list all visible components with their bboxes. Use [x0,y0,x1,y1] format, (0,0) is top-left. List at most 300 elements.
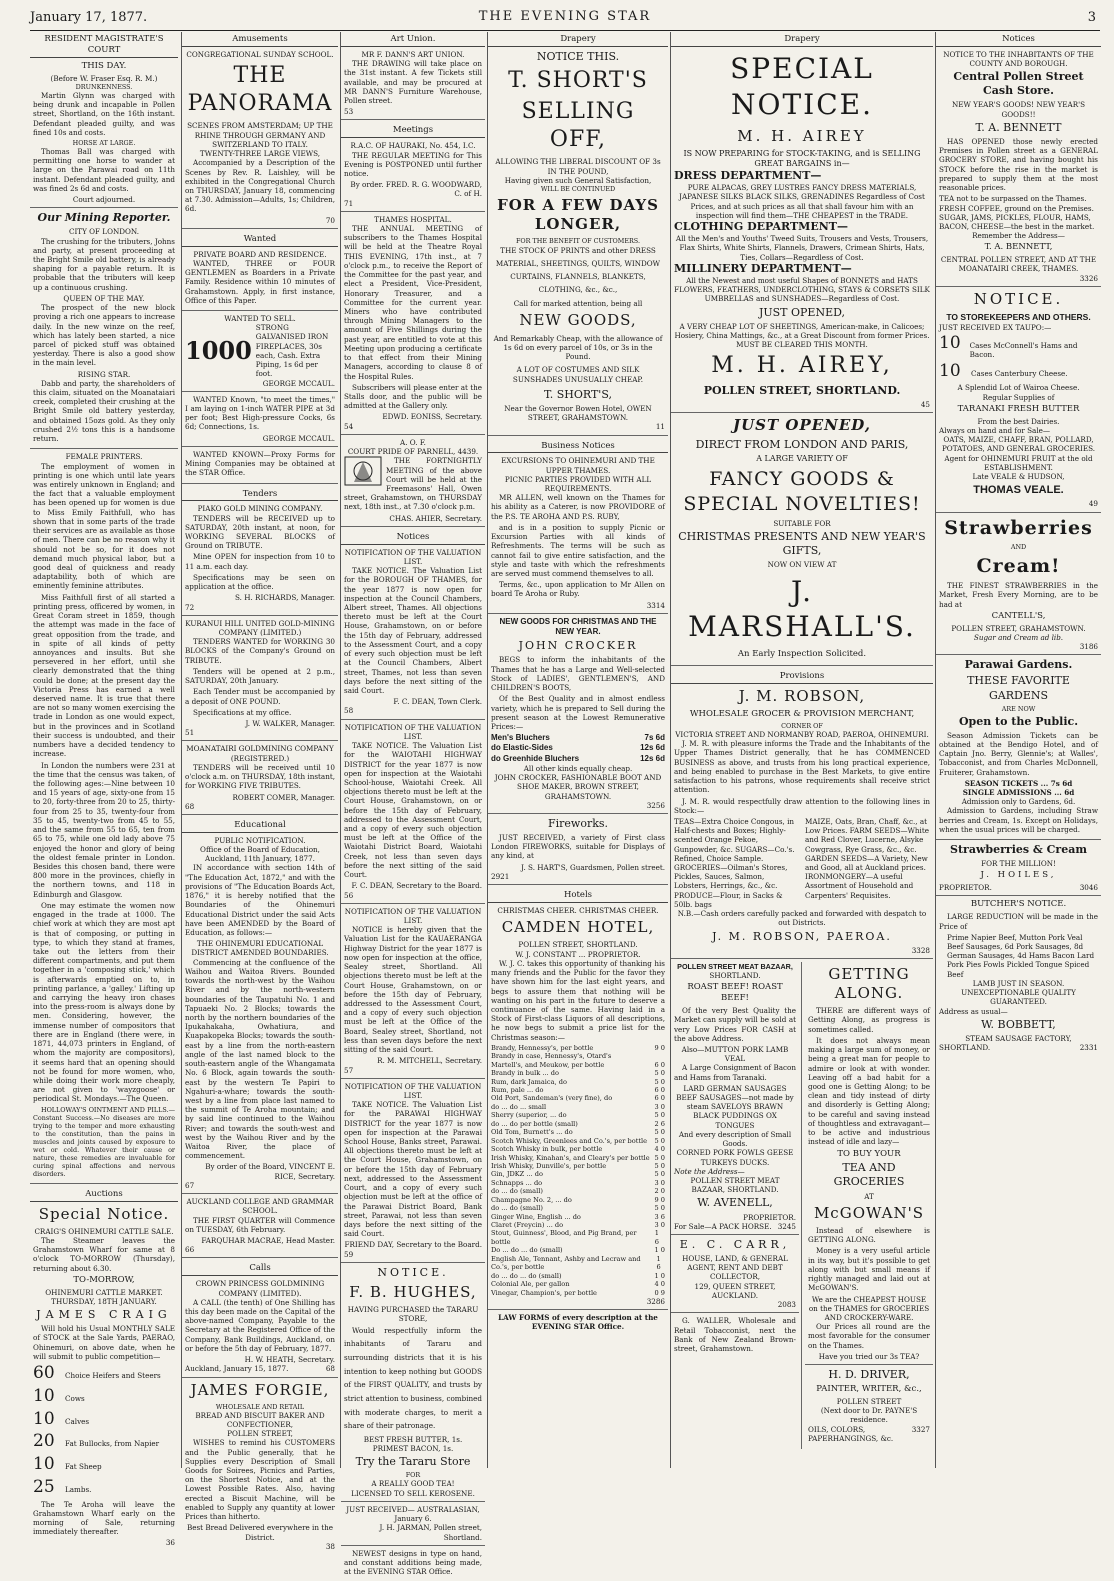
ad-line: TO-MORROW, [73,1274,135,1285]
ad-line: Regular Supplies of [982,392,1055,402]
ad-title: KURANUI HILL UNITED GOLD-MINING COMPANY (LIMITED.) [185,618,335,637]
ad-title: THAMES HOSPITAL. [374,214,452,224]
ad-title: NOTICE. [973,289,1064,308]
valuation-notice [341,548,485,720]
item-price: 9 0 [654,1043,665,1052]
ad-number: 3328 [911,945,930,955]
item-name: Do ... do ... do (small) [491,1246,563,1255]
ad-line: WILL BE CONTINUED [540,185,616,194]
ad-line: 129, QUEEN STREET, AUCKLAND. [694,1281,776,1300]
ad-signature: R. M. MITCHELL, Secretary. [377,1056,482,1066]
ad-line: W. J. CONSTANT ... PROPRIETOR. [515,949,641,959]
court-sub: DRUNKENNESS. [75,82,133,91]
mining-text: The crushing for the tributers, Johns and party, at present proceeding at the Bright Smile old battery, is already shaping for a payable return. It is probable that the tributers will keep up a continuous crushing. [33,236,175,292]
price-row [491,754,665,764]
ad-line: JOHN CROCKER, FASHIONABLE BOOT AND SHOE MAKER, BROWN STREET, GRAHAMSTOWN. [494,773,662,801]
ad-text: NOTICE is hereby given that the Valuation List for the KAUAERANGA Highway District for the year 1877 is now open for inspection at the office, Sealey street, Shortland. All objections thereto must be left at the Court House, Grahamstown, on or before the 15th day of February, addressed to the Assessment Court, and a copy of every such objection must be left at the Office of the Board, Sealey street, Shortland, not less than seven days before the next sitting of the said Court. [344,925,482,1055]
ad-line: AND [1010,542,1027,551]
ad-big-number: 1000 [185,335,252,365]
ad-text: THE STOCK OF PRINTS and other DRESS MATERIAL, SHEETINGS, QUILTS, WINDOW CURTAINS, FLANNELS, BLANKETS, CLOTHING, &c., &c., [495,246,661,295]
sale-lot [33,1363,175,1385]
rac-meeting [341,141,485,212]
sell-ad [182,314,338,392]
ad-line: FOR THE BENEFIT OF CUSTOMERS. [516,237,640,246]
ad-title: W. BOBBETT, [981,1017,1056,1031]
waller-ad [671,1316,799,1358]
ad-title: THE PANORAMA [187,63,333,117]
article-text: Miss Faithfull first of all started a printing press, officered by women, in Great Coram street in 1859, though the attempt was made in the face of great opposition from the trade, and in spite of all kinds of petty annoyances and insults. But she persevered in her effort, until she clearly demonstrated that the thing could be done; at the present day the Victoria Press has earned a well deserved name. It is true that there are not so many women exercising the trade in London as one would expect, but in the provinces and in Scotland their success is undoubted, and their numbers have a decided tendency to increase. [33,592,175,759]
ad-number: 38 [325,1541,335,1551]
bennett-ad [936,50,1101,287]
ad-text: LAW FORMS of every description at the EVENING STAR Office. [498,1313,658,1332]
ad-line: LAMB JUST IN SEASON. [972,978,1065,988]
ad-text: J. M. R. with pleasure informs the Trade and the Inhabitants of the Upper Thames District generally, that he has COMMENCED BUSINESS as above, and trusts from his long practical experience, and being enabled to purchase in the Best Markets, to give entire satisfaction to his patrons, whose requirements shall receive strict attention. [674,739,930,795]
ad-title: NOTIFICATION OF THE VALUATION LIST. [344,722,482,741]
ad-title: T. SHORT'S [508,67,648,93]
ad-signature: FARQUHAR MACRAE, Head Master. [201,1236,335,1245]
ad-text: W. J. C. takes this opportunity of thanking his many friends and the Public for the favor they have shown him for the last eight years, and begs to assure them that nothing will be wanting on his part in the future to deserve a continuance of the same. Having laid in a Stock of First-class Liquors of all descriptions, he now begs to submit a price list for the Christmas season:— [491,958,665,1042]
ad-number: 45 [920,399,930,409]
price-row [491,1255,665,1272]
ad-line: J. M. ROBSON, PAEROA. [712,929,892,943]
ad-line: From the best Dairies. [977,416,1060,426]
ad-line: CHRISTMAS PRESENTS AND NEW YEAR'S GIFTS, [678,530,926,558]
lot-count: 10 [33,1385,55,1406]
ad-line: AT [864,1191,874,1201]
ad-line: POLLEN STREET, GRAHAMSTOWN. [951,623,1086,633]
ad-text: Admission to Gardens, including Straw berries and Cream, 1s. Except on Holidays, when the usual prices will be charged. [939,806,1098,834]
item-price: 5 0 [654,1204,665,1213]
dann-art-union [341,50,485,121]
ad-line: CENTRAL POLLEN STREET, AND AT THE MOANATAIRI CREEK, THAMES. [940,255,1097,274]
ad-line: CORNER OF [781,721,823,730]
ad-line: NOTICE TO THE INHABITANTS OF THE COUNTY AND BOROUGH. [943,49,1094,69]
ad-line: PROPRIETOR. [743,1212,796,1222]
robson-ad [671,687,933,959]
item-name: Brandy in case, Hennessy's, Otard's [491,1052,612,1061]
ad-line: TO BUY YOUR [837,1148,901,1159]
ad-signature: J. W. WALKER, Manager. [245,718,335,728]
ad-signature: By order of the Board, VINCENT E. RICE, Secretary. [205,1162,335,1181]
ad-text: Commencing at the confluence of the Waihou and Waitoa Rivers. Bounded towards the north-west by the Waihou River and by the north-western boundaries of the Taupatuhi No. 1 and Tapuaeki No. 2 Blocks; towards the north by the northern boundaries of the Ipukahakaha, Owhatiura, and Kuapakopeka Blocks; towards the south-east by a line from the north-eastern angle of the last named block to the south-eastern angle of the Whangamata No. 6 Block, again towards the south-east by the western Te Papiri to Ngahuri-a-whare; towards the south-west by a line from place last named to the summit of Te Aroha mountain; and by said line continued to the Waihou River; and towards the south-west and west by the Waihou River and by the Waitoa River, the place of commencement. [185,957,335,1161]
ad-title: NOTIFICATION OF THE VALUATION LIST. [344,906,482,925]
ad-text: Subscribers will please enter at the Stalls door, and the public will be admitted at the Gallery only. [344,382,482,411]
fireworks-ad [488,817,668,885]
item-name: Rum, dark Jamaica, do [491,1077,567,1086]
section-header: Notices [341,530,485,545]
ad-line: Cases McConnell's Hams and Bacon. [969,341,1078,360]
department-title: MILLINERY DEPARTMENT— [674,261,852,275]
ad-number: 49 [1088,499,1098,509]
college-notice [182,1197,338,1258]
valuation-notice [341,1082,485,1263]
mining-title: Our Mining Reporter. [37,211,171,225]
hughes-ad [341,1266,485,1502]
ad-title: JOHN CROCKER [518,639,638,653]
court-title: THIS DAY. [81,60,127,71]
ad-text: G. WALLER, Wholesale and Retail Tobacconist, next the Bank of New Zealand Brown-street, Grahamstown. [674,1316,796,1353]
lot-count: 10 [33,1408,55,1429]
item-name: do ... do ... small [491,1102,547,1111]
ad-title: J. HOILES, [980,870,1057,881]
item-name: Gin, JDKZ ... do [491,1170,543,1179]
avenell-meat-ad [671,962,799,1235]
ad-line: Address as usual— [939,1006,1008,1016]
ad-title: FANCY GOODS & SPECIAL NOVELTIES! [683,468,921,515]
ad-line: WHOLESALE AND RETAIL [215,1402,305,1411]
ad-number: 57 [344,1065,354,1075]
ad-line: SINGLE ADMISSIONS ... 6d [962,787,1075,797]
ad-title: Central Pollen Street Cash Store. [953,70,1084,98]
ad-line: TEA not to be surpassed on the Thames. [939,194,1087,204]
ad-text: TAKE NOTICE. The Valuation List for the WAIOTAHI HIGHWAY DISTRICT for the year 1877 is now open for inspection at the Waiotahi School-house, Waiotahi Creek. All objections thereto must be left at the Court House, Grahamstown, on or before the 15th day of February, addressed to the Assessment Court, and a copy of every such objection must be left at the Office of the Waiotahi District Board, Waiotahi Creek, not less than seven days before the next sitting of the said Court. [344,741,482,880]
ad-signature: H. W. HEATH, Secretary. [244,1355,335,1365]
bobbett-ad [936,899,1101,1055]
jarman-ad [341,1505,485,1546]
item-price: 4 0 [654,1145,665,1154]
item-price: 3 0 [654,1221,665,1230]
ad-text: THE FIRST QUARTER will Commence on TUESDAY, 6th February. [185,1215,335,1234]
ad-title: MR F. DANN'S ART UNION. [361,49,465,59]
item-name: Claret (Freycin) ... do [491,1221,564,1230]
ad-title: JUST RECEIVED— AUSTRALASIAN, January 6. [346,1504,480,1524]
ad-text: TAKE NOTICE. The Valuation List for the BOROUGH OF THAMES, for the year 1877 is now open for inspection at the Council Chambers, Albert street, Thames. All objections thereto must be left at the Court House, Grahamstown, on or before the 15th day of February, addressed to the Assessment Court, and a copy of every such objection must be left at the Council Chambers, Albert street, Thames, not less than seven days before the next sitting of the said Court. [344,566,482,695]
ad-title: Parawai Gardens. [964,658,1073,672]
ad-text: TENDERS will be RECEIVED up to SATURDAY, 20th instant, at noon, for WORKING SEVERAL BLOCKS of Ground on TRIBUTE. [185,513,335,551]
ad-text: WANTED Known, "to meet the times," I am laying on 1-inch WATER PIPE at 3d per foot; Best High-pressure Cocks, 6s 6d; Connections, 1s. [185,394,335,432]
ad-title: PUBLIC NOTIFICATION. [214,835,306,845]
ad-number: 66 [185,1245,195,1255]
ad-text: STRONG GALVANISED IRON FIREPLACES, 30s each, Cash. Extra Piping, 1s 6d per foot. [255,323,329,379]
ad-line: We are the CHEAPEST HOUSE on the THAMES for GROCERIES AND CROCKERY-WARE. [808,1294,930,1322]
ad-title: POLLEN STREET MEAT BAZAAR, [677,961,793,971]
item-name: do Greenhide Bluchers [491,753,580,763]
column-6 [935,32,1101,1468]
ad-line: VICTORIA STREET AND NORMANBY ROAD, PAEROA, OHINEMURI. [675,729,929,739]
ad-text: IN accordance with section 14th of "The Education Act, 1872," and with the provisions of "The Education Boards Act, 1876," it is hereby notified that the Boundaries of the Ohinemuri Educational District under the said Acts have been AMENDED by the Board of Education, as follows:— [185,863,335,937]
ad-text: BEGS to inform the inhabitants of the Thames that he has a Large and Well-selected Stock of LADIES', GENTLEMEN'S, AND CHILDREN'S BOOTS, [491,655,665,693]
mining-text: Dabb and party, the shareholders of this claim, situated on the Moanataiari creek, completed their crushing at the Bright Smile old battery yesterday, and obtained 15ozs gold. As they only crushed 2½ tons this is a handsome return. [33,378,175,444]
lot-description: Calves [65,1416,90,1426]
item-name: Rum, pale ... do [491,1086,544,1095]
ad-line: N.B.—Cash orders carefully packed and forwarded with despatch to out Districts. [677,909,927,928]
allen-ad [488,456,668,614]
ad-number: 70 [325,215,335,225]
section-header: Notices [936,32,1101,47]
ad-title: GETTING ALONG. [828,964,910,1003]
ad-text: LARGE REDUCTION will be made in the Price of [939,912,1098,931]
item-name: Old Port, Sandeman's (very fine), do [491,1094,613,1103]
price-row [491,1044,665,1052]
stock-list-left: TEAS—Extra Choice Congous, in Half-chests and Boxes; Highly-scented Orange Pekoe, Gunpowder, &c. SUGARS—Co.'s. Refined, Choice Sample. GROCERIES—Oilman's Stores, Pickles, Sauces, Salmon, Lobsters, Herrings, &c., &c. PRODUCE—Flour, in Sacks & 50lb. bags [674,816,795,909]
ad-text: THE DRAWING will take place on the 31st instant. A few Tickets still available, and may be procured at MR DANN'S Furniture Warehouse, Pollen street. [344,59,482,105]
ad-number: 51 [185,728,195,738]
price-row [491,1078,665,1086]
ad-line: BEST FRESH BUTTER, 1s. [363,1434,463,1444]
ad-number: 3327 [911,1424,930,1434]
crocker-ad [488,617,668,814]
item-name: Colonial Ale, per gallon [491,1280,570,1289]
price-row [491,1137,665,1145]
section-header: Provisions [671,669,933,684]
ad-title: NEW GOODS, [519,311,637,330]
item-price: 3 0 [654,1102,665,1111]
court-report [30,61,178,209]
ad-number: 2921 [491,871,510,881]
column-4 [487,32,668,1468]
ad-text: Terms, &c., upon application to Mr Allen on board Te Aroha or Ruby. [491,580,665,599]
ad-line: POLLEN STREET, SHORTLAND. [703,383,901,397]
ad-number: 53 [344,107,354,117]
masthead [30,8,1100,31]
veale-ad: NOTICE. TO STOREKEEPERS AND OTHERS. JUST RECEIVED EX TAUPO:— 10 Cases McConnell's Hams and Bacon. 10 Cases Canterbury Cheese. A Splendid Lot of Wairoa Cheese. Regular Supplies of TARANAKI FRESH BUTTER From the best Dairies. Always on hand and for Sale— OATS, MAIZE, CHAFF, BRAN, POLLARD, POTATOES, AND GENERAL GROCERIES. Agent for OHINEMURI FRUIT at the old ESTABLISHMENT. Late VEALE & HUDSON, THOMAS VEALE. 49 [936,290,1101,513]
ad-line: TEA AND GROCERIES [833,1161,905,1189]
short-selling-off-ad [488,50,668,436]
lot-description: Choice Heifers and Steers [65,1371,161,1381]
item-name: Irish Whisky, Dunville's, per bottle [491,1161,607,1170]
item-name: Martell's, and Meukow, per bottle [491,1060,605,1069]
cantell-ad [936,516,1101,656]
lot-description: Fat Bullocks, from Napier [65,1439,160,1449]
ad-line: Call for marked attention, being all [513,299,643,309]
price-row [491,743,665,753]
ad-title: Strawberries & Cream [950,843,1087,857]
price-row [491,1204,665,1212]
ad-line: Remember the Address— [972,231,1065,241]
ad-line: CORNED PORK FOWLS GEESE TURKEYS DUCKS. [676,1148,794,1167]
ad-line: OATS, MAIZE, CHAFF, BRAN, POLLARD, POTATOES, AND GENERAL GROCERIES. [941,435,1096,454]
section-header: Tenders [182,487,338,502]
price-row [491,1196,665,1204]
ad-line: JUST OPENED, [758,305,846,319]
piako-tender [182,504,338,615]
ad-line: FOR THE MILLION! [981,859,1056,869]
ad-title: ROAST BEEF! ROAST BEEF! [687,982,783,1004]
ad-title: SELLING OFF, [521,99,635,153]
ad-line: NOTICE. [377,1265,449,1279]
ad-line: A LARGE VARIETY OF [756,454,848,464]
price-row [491,1120,665,1128]
ad-line: PROPRIETOR. [939,883,992,893]
ad-line: BREAD AND BISCUIT BAKER AND CONFECTIONER, [195,1410,325,1429]
newspaper-title: THE EVENING STAR [478,9,652,24]
ad-line: DIRECT FROM LONDON AND PARIS, [695,437,909,451]
ad-title: CROWN PRINCESS GOLDMINING COMPANY (LIMITED). [195,1279,325,1298]
hospital-meeting [341,215,485,435]
ad-text: Season Admission Tickets can be obtained at the Bendigo Hotel, and of Captain Jno. Berry, Glennie's; at Walles', Tobacconist, and from Charles McDonnell, Fruiterer, Grahamstown. [939,730,1098,777]
sale-lot [33,1431,175,1453]
item-name: Stout, Guinness', Blood, and Pig Brand, per bottle [491,1229,637,1246]
ad-number: 2331 [1079,1043,1098,1053]
ad-line: And every description of Small Goods. [678,1129,792,1149]
ad-line: SUGAR, JAMS, PICKLES, FLOUR, HAMS, BACON, CHEESE—the best in the market. [939,212,1095,231]
court-before: (Before W. Fraser Esq. R. M.) [50,73,158,83]
section-header: Educational [182,818,338,833]
ad-signature: J. H. JARMAN, Pollen street, Shortland. [379,1523,482,1542]
section-header: Art Union. [341,32,485,47]
ad-line: NOTICE THIS. [536,49,620,63]
ad-line: Having given such General Satisfaction, [504,175,652,185]
ad-title: CANTELL'S, [991,610,1046,621]
board-ad [182,250,338,311]
ad-text: Money is a very useful article in its way, but it's possible to get along with but small means if rightly managed and laid out at McGOWAN'S. [808,1246,930,1293]
ad-text: NEWEST designs in type on hand, and constant additions being made, at the EVENING STAR Office. [344,1548,482,1577]
price-row [491,1280,665,1288]
price-row [491,1229,665,1246]
kuranui-tender [182,619,338,742]
mining-text: The prospect of the new block proving a rich one appears to increase daily. In the new winze on the reef, which has lately been started, a nice parcel of picked stuff was obtained yesterday. There is also a good show in the main level. [33,303,175,368]
ad-text: TAKE NOTICE. The Valuation List for the PARAWAI HIGHWAY DISTRICT for the year 1877 is now open for inspection at the Parawai School House, Banks street, Parawai. All objections thereto must be left at the Court House, Grahamstown, on or before the 15th day of February next, addressed to the Assessment Court, and a copy of every such objection must be left at the office of the Parawai District Board, Bank street, Parawai, not less than seven days before the next sitting of the said Court. [344,1100,482,1239]
price-row [491,733,665,743]
ad-signature: S. H. RICHARDS, Manager. [234,593,335,603]
ad-number: 2083 [777,1300,796,1310]
item-price: 3 0 [654,1178,665,1187]
price-row [491,1094,665,1102]
auctioneer-name: JAMES CRAIG [36,1308,172,1322]
ad-title: Open to the Public. [958,714,1079,728]
parawai-gardens-ad [936,658,1101,840]
section-header: Drapery [671,32,933,47]
ad-date: Auckland, January 15, 1877. [185,1364,289,1374]
price-row [491,1128,665,1136]
ad-line: POLLEN STREET, [227,1429,293,1439]
price-row [491,1246,665,1254]
ad-text: Specifications at my office. [193,707,292,717]
ad-text: Would respectfully inform the inhabitants of Tararu and surrounding districts that it is his intention to keep nothing but GOODS of the FIRST QUALITY, and trusts by strict attention to business, combined with moderate charges, to merit a share of their patronage. [344,1325,482,1431]
aof-meeting [341,438,485,527]
ad-signature: GEORGE MCCAUL. [262,378,335,388]
female-printers-article [30,452,178,1183]
section-header: Meetings [341,123,485,138]
item-name: do ... do ... do (small) [491,1271,562,1280]
ad-text: WANTED KNOWN—Proxy Forms for Mining Companies may be obtained at the STAR Office. [185,449,335,478]
ad-line: THURSDAY, 18TH JANUARY. [51,1296,157,1306]
lot-count: 10 [33,1454,55,1475]
item-name: Ginger Wine, English ... do [491,1212,581,1221]
item-price: 6 0 [654,1060,665,1069]
ad-number: 68 [325,1364,335,1374]
item-name: do ... do per bottle (small) [491,1119,578,1128]
price-row [491,1221,665,1229]
ad-title: MOANATAIRI GOLDMINING COMPANY (REGISTERED.) [186,744,334,763]
ad-line: LARD GERMAN SAUSAGES BEEF SAUSAGES—not made by steam SAVELOYS BRAWN BLACK PUDDINGS OX TONGUES [676,1083,794,1130]
education-notice [182,836,338,1194]
ad-title: T. SHORT'S, [544,387,612,401]
price-row [491,1213,665,1221]
ad-line: ARE NOW [1001,704,1036,713]
ad-line: THE OHINEMURI EDUCATIONAL DISTRICT AMENDED BOUNDARIES. [191,939,329,958]
ad-title: SPECIAL NOTICE. [730,51,874,121]
stock-list-right: MAIZE, Oats, Bran, Chaff, &c., at Low Prices. FARM SEEDS—White and Red Clover, Lucerne, Alsyke Cowgrass, Rye Grass, &c., &c. GARDEN SEEDS—A Variety, New and Good, all at Auckland prices. IRONMONGERY—A useful Assortment of Household and Carpenters' Requisites. [805,816,930,900]
ad-line: PRIMEST BACON, 1s. [372,1444,454,1454]
ad-line: OILS, COLORS, PAPERHANGINGS, &c. [808,1424,894,1443]
ad-signature: EDWD. EONISS, Secretary. [382,412,482,422]
item-price: 2 6 [654,1119,665,1128]
ad-title: R.A.C. OF HAURAKI, No. 454, I.C. [350,141,476,151]
ad-line: TARANAKI FRESH BUTTER [957,403,1080,414]
valuation-notice [341,723,485,904]
item-price: 2 0 [654,1187,665,1196]
panorama-ad [182,50,338,229]
crest-emblem-icon [344,456,382,486]
ad-title: Special Notice. [38,1204,170,1223]
item-name: Brandy in bulk ... do [491,1069,559,1078]
item-price: 0 9 [654,1288,665,1297]
court-end: Court adjourned. [72,195,136,205]
ad-line: (Next door to Dr. PAYNE'S residence. [820,1406,918,1425]
ad-title: JUST OPENED, [732,415,871,434]
ad-title: A. O. F. [400,437,426,447]
ad-line: NOW ON VIEW AT [767,560,837,570]
ad-text: THE REGULAR MEETING for This Evening is POSTPONED until further notice. [344,150,482,178]
ad-text: It does not always mean making a large sum of money, or being a great man for people to admire or look at with wonder. Leaving off a bad habit for a good one is Getting Along; to be clean and tidy instead of dirty and disorderly is Getting Along; to be careful and saving instead of thoughtless and extravagant—to be active and industrious instead of idle and lazy— [808,1035,930,1147]
ad-signature: By order. FRED. R. G. WOODWARD, C. of H. [350,180,482,199]
ad-line: And Remarkably Cheap, with the allowance of 1s 6d on every parcel of 10s, or 3s in the Pound. [493,333,663,362]
ad-title: T. A. BENNETT [975,120,1062,134]
ad-title: J. MARSHALL'S. [688,574,916,644]
ad-title: J. M. ROBSON, [738,686,866,705]
item-price: 1 0 [654,1271,665,1280]
ad-line: Try the Tararu Store [355,1455,471,1469]
price-row [491,1052,665,1060]
ad-line: POLLEN STREET MEAT BAZAAR, SHORTLAND. [690,1176,780,1195]
ad-text: Our Prices all round are the most favorable for the consumer on the Thames. [808,1322,930,1350]
ad-title: NEW GOODS FOR CHRISTMAS AND THE NEW YEAR. [499,616,657,637]
item-name: Irish Whisky, Kinahan's, and Cleary's per bottle [491,1153,650,1162]
ad-signature: CHAS. AHIER, Secretary. [389,513,482,523]
ad-text: Mine OPEN for inspection from 10 to 11 a.m. each day. [185,552,335,571]
ad-title: Fireworks. [547,816,609,830]
ad-line: Sugar and Cream ad lib. [973,632,1064,642]
ad-title: PRIVATE BOARD AND RESIDENCE. [193,249,327,259]
item-name: Vinegar, Champion's, per bottle [491,1288,597,1297]
ad-line: SCENES FROM AMSTERDAM; UP THE RHINE THROUGH GERMANY AND SWITZERLAND TO ITALY. [187,121,333,149]
page-number: 3 [1087,10,1096,25]
ad-line: Always on hand and for Sale— [939,425,1051,435]
ad-text: The Steamer leaves the Grahamstown Wharf for same at 8 o'clock TO-MORROW (Thursday), returning about 6.30. [33,1235,175,1273]
article-text: One may estimate the women now engaged in the trade at 1000. The chief work at which they are most apt is that of composing, or putting in type, to which they stand at frames, take out the letters from their different compartments, and put them together in a 'composing stick,' which is afterwards emptied on to, in printing parlance, a 'galley.' Lifting up and carrying the heavy iron chases into the press-room is always done by men. Considering, however, the immense number of compositors that there are in England (there were, in 1871, 44,073 printers in England, of whom the majority are compositors), it seems hard that an opening should not be found for more women, who, while doing their work more cheaply, are not given to 'wayzgoose' or periodical St. Mondays.—The Queen. [33,900,175,1104]
ad-line: A REALLY GOOD TEA! [371,1479,455,1489]
department-title: CLOTHING DEPARTMENT— [674,220,848,234]
court-sub: HORSE AT LARGE. [72,138,136,147]
ad-line: WHOLESALE GROCER & PROVISION MERCHANT, [689,709,915,720]
ad-text: Of the very Best Quality the Market can supply will be sold at very Low Prices FOR CASH at the above Address. [674,1006,796,1043]
price-row [491,1086,665,1094]
mining-sub: CITY OF LONDON. [68,227,140,237]
column-5 [670,32,933,1468]
ad-text: A CALL (the tenth) of One Shilling has this day been made on the Capital of the above-named Company, Payable to the Secretary at the Registered Office of the Company, Bank Buildings, Auckland, on or before the 5th day of February, 1877. [185,1297,335,1353]
ad-number: 58 [344,706,354,716]
ad-name: CRAIG'S OHINEMURI CATTLE SALE. [34,1226,174,1236]
ad-number: 54 [344,421,354,431]
ad-text: Will hold his Usual MONTHLY SALE of STOCK at the Sale Yards, PAERAO, Ohinemuri, on above date, when he will submit to public competition— [33,1324,175,1361]
ad-text: MR ALLEN, well known on the Thames for his ability as a Caterer, is now PROVIDORE of the P.S. TE AROHA AND P.S. RUBY, [491,493,665,521]
ad-text: A Large Consignment of Bacon and Hams from Taranaki. [674,1063,796,1082]
lot-description: Lambs. [65,1484,92,1494]
ad-line: All other kinds equally cheap. [523,763,633,773]
item-price: 3 6 [654,1212,665,1221]
driver-ad [805,1368,933,1446]
section-header: Hotels [488,888,668,903]
section-header: Calls [182,1261,338,1276]
ad-number: 3286 [646,1296,665,1306]
ad-line: POLLEN STREET, SHORTLAND. [518,940,638,950]
ad-title: H. D. DRIVER, [828,1368,910,1382]
item-price: 6 0 [654,1094,665,1103]
ad-text: THE FORTNIGHTLY MEETING of the above Court will be held at the Freemasons' Hall, Owen street, Grahamstown, on THURSDAY next, 18th inst., at 7.30 o'clock p.m. [344,456,482,512]
mining-report [30,211,178,449]
court-text: Martin Glynn was charged with being drunk and incapable in Pollen street, Shortland, on the 16th instant. Defendant pleaded guilty, and was fined 10s and costs. [33,90,175,137]
